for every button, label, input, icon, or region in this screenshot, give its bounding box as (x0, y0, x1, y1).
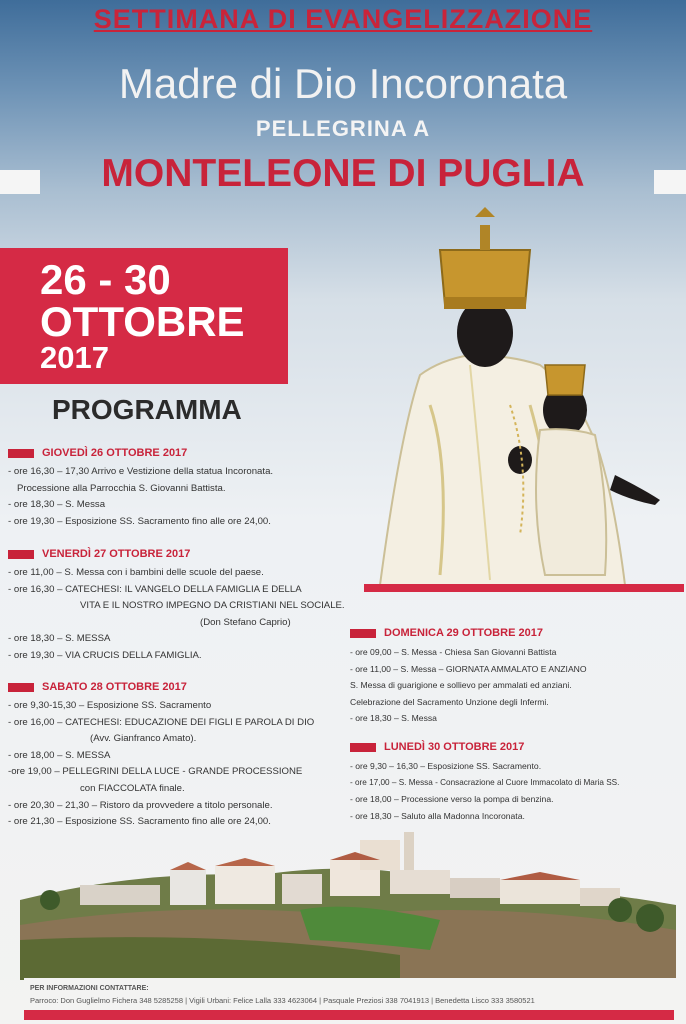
pilgrim-label: PELLEGRINA A (255, 116, 431, 141)
schedule-line: - ore 18,30 – S. Messa (350, 713, 437, 724)
date-range: 26 - 30 (40, 256, 171, 303)
day-title: GIOVEDÌ 26 OTTOBRE 2017 (42, 447, 188, 459)
day-marker (8, 449, 34, 458)
day-domenica (350, 626, 680, 727)
day-venerdi (8, 547, 353, 665)
schedule-line: - ore 19,30 – Esposizione SS. Sacramento fino alle ore 24,00. (8, 515, 271, 527)
schedule-line: Processione alla Parrocchia S. Giovanni Battista. (17, 482, 226, 494)
schedule-line: - ore 16,00 – CATECHESI: EDUCAZIONE DEI FIGLI E PAROLA DI DIO (8, 716, 315, 728)
schedule-line: - ore 16,30 – 17,30 Arrivo e Vestizione della statua Incoronata. (8, 466, 274, 477)
day-sabato (8, 680, 353, 831)
day-marker (8, 550, 34, 559)
schedule-line: - ore 9,30-15,30 – Esposizione SS. Sacramento (8, 700, 212, 711)
schedule-line: - ore 18,30 – S. Messa (8, 499, 106, 511)
date-year: 2017 (40, 340, 109, 375)
day-marker (8, 683, 34, 692)
town-landscape-image (20, 830, 676, 980)
schedule-line: - ore 18,30 – S. MESSA (8, 633, 111, 645)
schedule-line: - ore 18,00 – Processione verso la pompa di benzina. (350, 794, 554, 805)
schedule-line: VITA E IL NOSTRO IMPEGNO DA CRISTIANI NEL SOCIALE. (80, 600, 345, 612)
schedule-line: - ore 19,30 – VIA CRUCIS DELLA FAMIGLIA. (8, 649, 202, 661)
schedule-line: - ore 11,00 – S. Messa con i bambini delle scuole del paese. (8, 567, 264, 578)
day-giovedi (8, 446, 348, 530)
schedule-line: (Don Stefano Caprio) (200, 616, 291, 628)
schedule-line: Celebrazione del Sacramento Unzione degli Infermi. (350, 696, 549, 707)
schedule-line: S. Messa di guarigione e sollievo per ammalati ed anziani. (350, 680, 572, 691)
day-title: VENERDÌ 27 OTTOBRE 2017 (42, 548, 191, 560)
town-title: MONTELEONE DI PUGLIA (101, 152, 585, 195)
schedule-line: - ore 20,30 – 21,30 – Ristoro da provvedere a titolo personale. (8, 799, 273, 811)
schedule-line: - ore 9,30 – 16,30 – Esposizione SS. Sacramento. (350, 761, 542, 771)
madonna-statue-image (360, 205, 660, 590)
day-marker (350, 629, 376, 638)
schedule-line: - ore 18,30 – Saluto alla Madonna Incoronata. (350, 810, 525, 821)
schedule-line: - ore 21,30 – Esposizione SS. Sacramento fino alle ore 24,00. (8, 816, 271, 828)
day-lunedi (350, 740, 680, 824)
date-month: OTTOBRE (40, 298, 245, 345)
day-title: SABATO 28 OTTOBRE 2017 (42, 681, 187, 693)
madonna-title: Madre di Dio Incoronata (118, 60, 568, 107)
day-title: DOMENICA 29 OTTOBRE 2017 (384, 627, 543, 639)
schedule-line: -ore 19,00 – PELLEGRINI DELLA LUCE - GRANDE PROCESSIONE (8, 766, 303, 778)
schedule-line: - ore 09,00 – S. Messa - Chiesa San Giovanni Battista (350, 647, 557, 657)
schedule-line: - ore 18,00 – S. MESSA (8, 749, 111, 761)
schedule-line: - ore 16,30 – CATECHESI: IL VANGELO DELLA FAMIGLIA E DELLA (8, 583, 302, 595)
event-title: SETTIMANA DI EVANGELIZZAZIONE (93, 4, 593, 34)
schedule-line: (Avv. Gianfranco Amato). (90, 733, 197, 745)
day-title: LUNEDÌ 30 OTTOBRE 2017 (384, 741, 525, 753)
schedule-line: - ore 17,00 – S. Messa - Consacrazione al Cuore Immacolato di Maria SS. (350, 777, 620, 787)
red-divider (364, 584, 684, 592)
footer-label: PER INFORMAZIONI CONTATTARE: (30, 985, 149, 992)
program-heading: PROGRAMMA (52, 394, 242, 425)
day-marker (350, 743, 376, 752)
schedule-line: con FIACCOLATA finale. (80, 782, 185, 794)
footer-contacts: Parroco: Don Guglielmo Fichera 348 5285258 | Vigili Urbani: Felice Lalla 333 4623064 | Pasquale Preziosi 338 7041913 | Benedetta Lisco 333 3580521 (30, 996, 535, 1005)
schedule-line: - ore 11,00 – S. Messa – GIORNATA AMMALATO E ANZIANO (350, 663, 587, 674)
bottom-red-bar (24, 1010, 674, 1020)
